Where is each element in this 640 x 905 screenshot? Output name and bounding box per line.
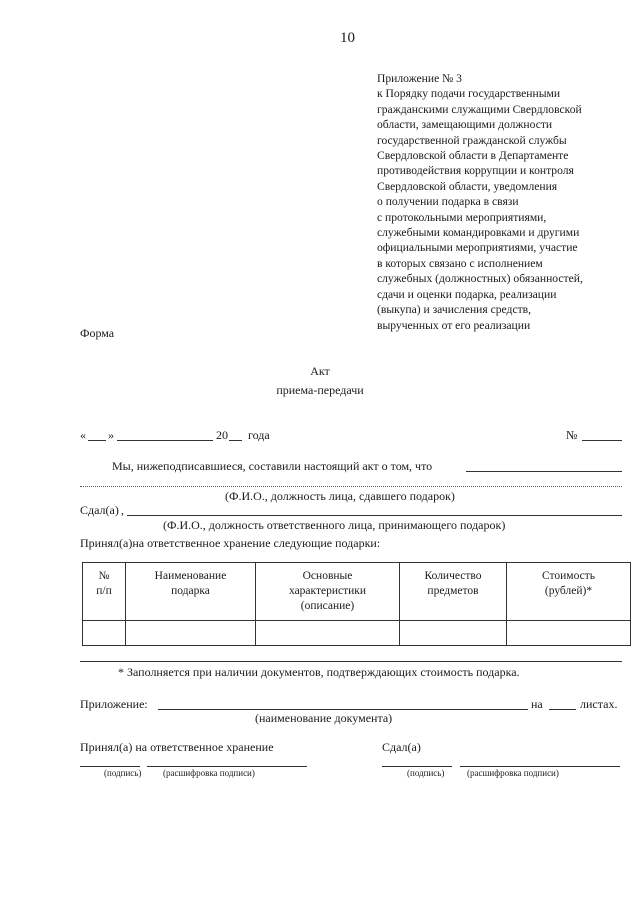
col-header-line: Стоимость [542,570,595,582]
accepted-signature-blank[interactable] [80,766,140,767]
intro-text: Мы, нижеподписавшиеся, составили настоящий акт о том, что [112,459,433,473]
gave-decoding-blank[interactable] [460,766,620,767]
day-blank[interactable] [88,440,106,441]
page-number: 10 [340,30,355,46]
col-header-line: характеристики [288,585,367,597]
appendix-line: служебных (должностных) обязанностей, [377,272,583,286]
appendix-line: государственной гражданской службы [377,133,567,147]
col-header-name [126,563,256,621]
appendix-line: Свердловской области, уведомления [377,179,558,193]
accepted-decoding-blank[interactable] [147,766,307,767]
gave-comma: , [121,503,124,517]
col-header-number [83,563,126,621]
date-close-quote: » [108,428,114,442]
col-header-line: Основные [302,570,353,582]
appendix-line: к Порядку подачи государственными [377,87,561,101]
appendix-line: гражданскими служащими Свердловской [377,102,582,116]
table-cell[interactable] [126,621,256,646]
year-prefix: 20 [216,428,228,442]
attachment-sheets: листах. [580,697,618,711]
col-header-line: Количество [424,570,482,582]
gave-blank[interactable] [127,515,622,516]
appendix-line: официальными мероприятиями, участие [377,241,578,255]
accepted-decoding-caption: (расшифровка подписи) [163,768,255,778]
table-cell[interactable] [83,621,126,646]
date-open-quote: « [80,428,86,442]
accepted-text: Принял(а)на ответственное хранение следующие подарки: [80,536,381,550]
act-number-blank[interactable] [582,440,622,441]
footnote: * Заполняется при наличии документов, подтверждающих стоимость подарка. [118,665,520,679]
appendix-line: сдачи и оценки подарка, реализации [377,287,557,301]
attachment-blank[interactable] [158,709,528,710]
year-blank[interactable] [229,440,242,441]
col-header-characteristics [256,563,400,621]
attachment-caption: (наименование документа) [255,711,393,725]
receiver-caption: (Ф.И.О., должность ответственного лица, принимающего подарок) [163,518,506,532]
col-header-line: подарка [171,585,210,597]
col-header-cost [507,563,631,621]
table-header-row [83,563,631,621]
footnote-rule [80,661,622,662]
col-header-line: № [98,570,110,582]
attachment-on: на [531,697,543,711]
intro-blank[interactable] [466,471,622,472]
number-sign: № [566,428,578,442]
gave-signature-label: Сдал(а) [382,740,421,754]
appendix-line: с протокольными мероприятиями, [377,210,547,224]
year-suffix: года [248,428,270,442]
appendix-line: в которых связано с исполнением [377,256,543,270]
col-header-line: п/п [96,585,112,597]
appendix-line: вырученных от его реализации [377,318,531,332]
col-header-line: предметов [427,585,479,597]
act-subtitle: приема-передачи [276,383,364,397]
col-header-line: Наименование [154,570,227,582]
form-label: Форма [80,326,115,340]
table-cell[interactable] [256,621,400,646]
appendix-heading [377,71,583,333]
accepted-signature-caption: (подпись) [104,768,142,778]
accepted-signature-label: Принял(а) на ответственное хранение [80,740,274,754]
appendix-line: противодействия коррупции и контроля [377,164,574,178]
appendix-line: Приложение № 3 [377,72,462,85]
appendix-line: Свердловской области в Департаменте [377,149,569,163]
gifts-table [82,562,631,646]
gave-decoding-caption: (расшифровка подписи) [467,768,559,778]
appendix-line: служебными командировками и другими [377,226,580,240]
table-cell[interactable] [507,621,631,646]
col-header-quantity [400,563,507,621]
attachment-label: Приложение: [80,697,148,711]
gave-label: Сдал(а) [80,503,119,517]
sheets-count-blank[interactable] [549,709,576,710]
appendix-line: (выкупа) и зачисления средств, [377,303,532,317]
gave-signature-blank[interactable] [382,766,452,767]
giver-line[interactable] [80,486,622,487]
giver-caption: (Ф.И.О., должность лица, сдавшего подарок) [225,489,455,503]
col-header-line: (рублей)* [544,585,593,597]
appendix-line: области, замещающими должности [377,118,553,132]
appendix-line: о получении подарка в связи [377,195,519,209]
gave-signature-caption: (подпись) [407,768,445,778]
table-row [83,621,631,646]
act-title: Акт [310,364,330,378]
col-header-line: (описание) [300,600,355,612]
month-blank[interactable] [117,440,213,441]
table-cell[interactable] [400,621,507,646]
